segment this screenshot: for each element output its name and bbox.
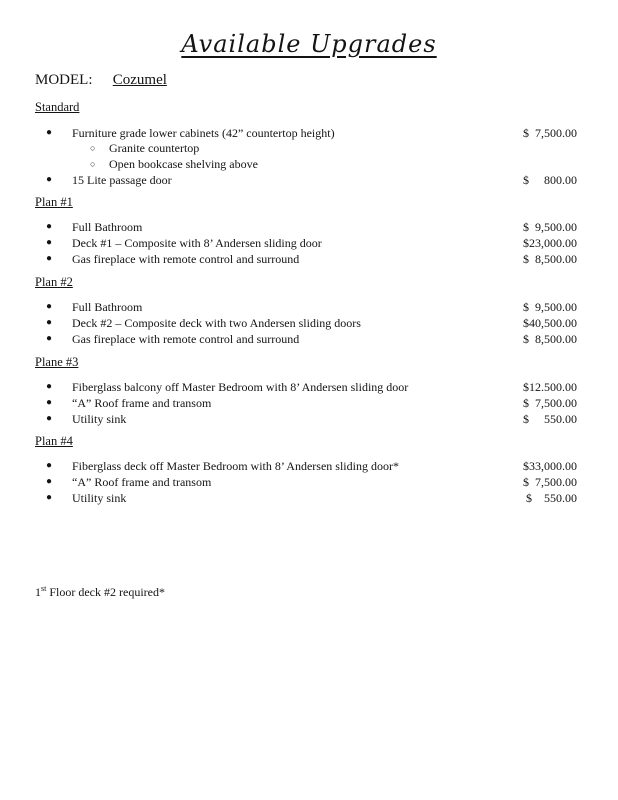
circle-bullet-icon: ○ — [90, 159, 96, 169]
bullet-icon: ● — [46, 317, 53, 328]
bullet-icon: ● — [46, 237, 53, 248]
item-price: $ 550.00 — [523, 412, 577, 426]
item-price: $ 9,500.00 — [523, 220, 577, 234]
item-price: $ 8,500.00 — [523, 332, 577, 346]
item-label: Utility sink — [72, 412, 127, 426]
item-price: $40,500.00 — [523, 316, 577, 330]
item-label: Full Bathroom — [72, 300, 143, 314]
section-heading: Standard — [35, 100, 80, 114]
item-label: Furniture grade lower cabinets (42” countertop height) — [72, 126, 335, 140]
item-price: $ 7,500.00 — [523, 475, 577, 489]
list-item — [0, 379, 618, 395]
list-item — [0, 251, 618, 267]
item-price: $ 7,500.00 — [523, 396, 577, 410]
section-heading: Plan #4 — [35, 434, 73, 448]
item-price: $ 7,500.00 — [523, 126, 577, 140]
sub-list-item — [0, 156, 618, 172]
list-item — [0, 299, 618, 315]
list-item — [0, 331, 618, 347]
bullet-icon: ● — [46, 397, 53, 408]
item-label: Fiberglass balcony off Master Bedroom with 8’ Andersen sliding door — [72, 380, 409, 394]
model-label: MODEL: — [35, 72, 93, 88]
bullet-icon: ● — [46, 127, 53, 138]
sub-list-item — [0, 140, 618, 156]
footnote — [35, 584, 165, 600]
item-label: Deck #2 – Composite deck with two Andersen sliding doors — [72, 316, 361, 330]
item-price: $ 8,500.00 — [523, 252, 577, 266]
bullet-icon: ● — [46, 476, 53, 487]
item-price: $33,000.00 — [523, 459, 577, 473]
bullet-icon: ● — [46, 460, 53, 471]
list-item — [0, 235, 618, 251]
section-heading: Plane #3 — [35, 355, 79, 369]
list-item — [0, 458, 618, 474]
list-item — [0, 315, 618, 331]
list-item — [0, 219, 618, 235]
item-price: $ 800.00 — [523, 173, 577, 187]
footnote-ordinal: 1 — [35, 585, 41, 599]
item-label: Deck #1 – Composite with 8’ Andersen sliding door — [72, 236, 322, 250]
model-row — [35, 72, 167, 89]
list-item — [0, 474, 618, 490]
list-item — [0, 411, 618, 427]
bullet-icon: ● — [46, 301, 53, 312]
model-value: Cozumel — [112, 72, 167, 88]
sub-item-label: Open bookcase shelving above — [109, 157, 258, 171]
item-label: “A” Roof frame and transom — [72, 475, 212, 489]
list-item — [0, 395, 618, 411]
item-label: Utility sink — [72, 491, 127, 505]
item-label: “A” Roof frame and transom — [72, 396, 212, 410]
item-label: 15 Lite passage door — [72, 173, 172, 187]
item-price: $12.500.00 — [523, 380, 577, 394]
list-item — [0, 490, 618, 506]
item-label: Full Bathroom — [72, 220, 143, 234]
item-price: $ 550.00 — [526, 491, 577, 505]
list-item — [0, 172, 618, 188]
bullet-icon: ● — [46, 413, 53, 424]
bullet-icon: ● — [46, 333, 53, 344]
item-price: $ 9,500.00 — [523, 300, 577, 314]
sub-item-label: Granite countertop — [109, 141, 200, 155]
item-label: Gas fireplace with remote control and surround — [72, 252, 300, 266]
bullet-icon: ● — [46, 253, 53, 264]
section-heading: Plan #1 — [35, 195, 73, 209]
item-label: Fiberglass deck off Master Bedroom with 8’ Andersen sliding door* — [72, 459, 399, 473]
bullet-icon: ● — [46, 221, 53, 232]
footnote-text: Floor deck #2 required* — [46, 585, 165, 599]
bullet-icon: ● — [46, 381, 53, 392]
section-heading: Plan #2 — [35, 275, 73, 289]
item-label: Gas fireplace with remote control and surround — [72, 332, 300, 346]
item-price: $23,000.00 — [523, 236, 577, 250]
list-item — [0, 125, 618, 141]
bullet-icon: ● — [46, 174, 53, 185]
footnote-suffix: st — [41, 584, 47, 593]
page-title: Available Upgrades — [181, 30, 437, 58]
circle-bullet-icon: ○ — [90, 143, 96, 153]
bullet-icon: ● — [46, 492, 53, 503]
